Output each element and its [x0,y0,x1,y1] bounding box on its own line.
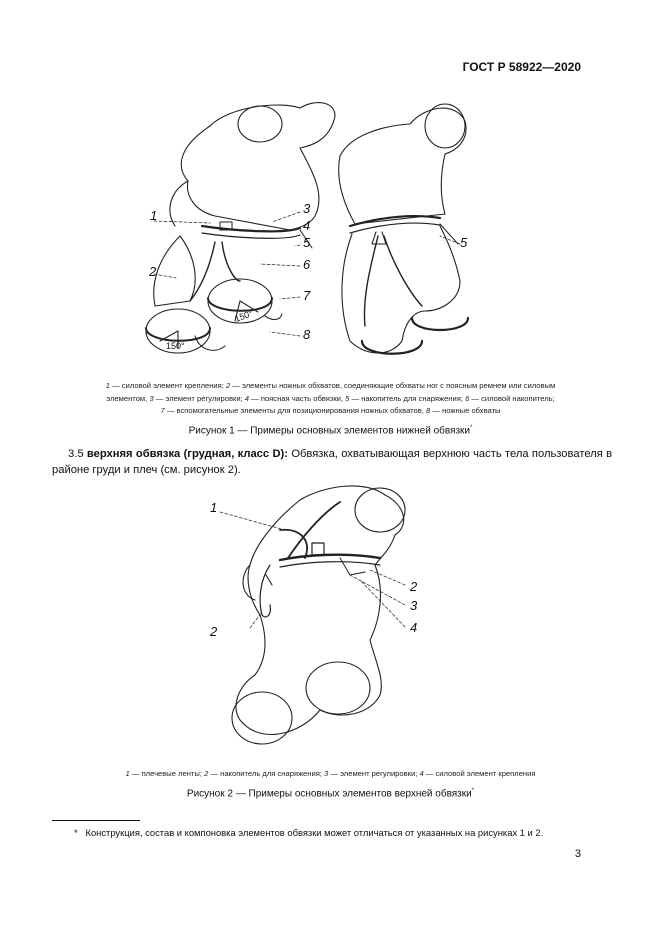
fig1-label-1: 1 [150,208,158,223]
legend-item-text: — поясная часть обвязки, [249,393,346,403]
fig2-label-2-left: 2 [210,624,218,639]
section-3-5-definition [52,446,612,478]
fig1-label-6: 6 [303,257,311,272]
footnote-mark: * [74,827,78,838]
section-definition: Обвязка, охватывающая верхнюю часть тела пользователя в районе груди и плеч (см. рисунок 2). [52,448,613,476]
legend-item-text: — элементы ножных обхватов, соединяющие обхваты ног с поясным ремнем или силовым [230,381,556,390]
legend-item-number: 3 [324,769,329,778]
figure-2-caption-text: Рисунок 2 — Примеры основных элементов верхней обвязки [186,788,472,800]
fig1-label-3: 3 [303,201,311,216]
legend-item-text: — силовой элемент крепления; [109,381,226,390]
legend-item-text: — элемент регулировки; [328,769,420,778]
footnote-divider [52,820,140,821]
fig1-label-5-back: 5 [460,235,468,250]
fig1-label-5: 5 [303,235,311,250]
legend-item-text: — ножные обхваты [430,406,501,415]
legend-item-number: 4 [419,769,424,778]
legend-item-number: 1 [105,381,110,390]
fig1-label-2: 2 [149,264,157,279]
legend-item-number: 8 [426,406,431,415]
figure-1-caption-mark: * [470,425,473,431]
figure-2 [200,480,440,765]
section-term: верхняя обвязка (грудная, класс D): [86,448,288,460]
legend-item-number: 2 [226,381,231,390]
figure-1-legend [40,380,621,418]
fig2-label-2-right: 2 [410,579,418,594]
legend-item-number: 1 [125,769,130,778]
legend-item-number: 4 [244,393,250,403]
legend-item-text: элементом, [106,393,150,403]
legend-item-number: 6 [465,393,470,403]
upper-harness-illustration [232,486,405,744]
fig2-label-3: 3 [410,598,418,613]
fig1-label-7: 7 [303,288,311,303]
legend-item-text: — вспомогательные элементы для позиционирования ножных обхватов, [164,406,427,415]
document-header: ГОСТ Р 58922—2020 [462,60,581,74]
figure-1-caption-text: Рисунок 1 — Примеры основных элементов нижней обвязки [188,425,471,437]
section-number: 3.5 [68,448,84,460]
legend-item-number: 3 [149,393,154,403]
legend-item-text: — силовой накопитель; [469,393,555,403]
legend-item-text: — плечевые ленты; [129,769,205,778]
legend-item-number: 5 [345,393,350,403]
legend-item-number: 7 [160,406,165,415]
figure-2-caption [0,788,661,799]
footnote [74,827,543,838]
figure-2-caption-mark: * [471,788,475,794]
legend-item-text: — накопитель для снаряжения; [208,769,325,778]
angle-label-left: 150° [166,341,185,351]
legend-item-text: — элемент регулировки; [153,393,245,403]
fig2-label-1: 1 [210,500,218,515]
legend-item-text: — накопитель для снаряжения; [349,393,466,403]
angle-label-right: 150° [233,308,255,324]
page-number: 3 [574,848,581,860]
footnote-text: Конструкция, состав и компоновка элементов обвязки может отличаться от указанных на рисунках 1 и 2. [85,827,544,838]
fig1-label-4: 4 [303,218,311,233]
lower-harness-back-illustration [339,104,468,354]
figure-1-caption [0,425,661,436]
legend-line [40,380,621,393]
figure-1 [140,96,520,368]
fig1-label-8: 8 [303,327,311,342]
figure-2-legend [40,768,621,781]
legend-item-number: 2 [204,769,209,778]
legend-line [40,768,621,781]
legend-line [40,405,621,418]
legend-item-text: — силовой элемент крепления [423,769,536,778]
legend-line [40,393,621,406]
fig2-label-4: 4 [410,620,418,635]
